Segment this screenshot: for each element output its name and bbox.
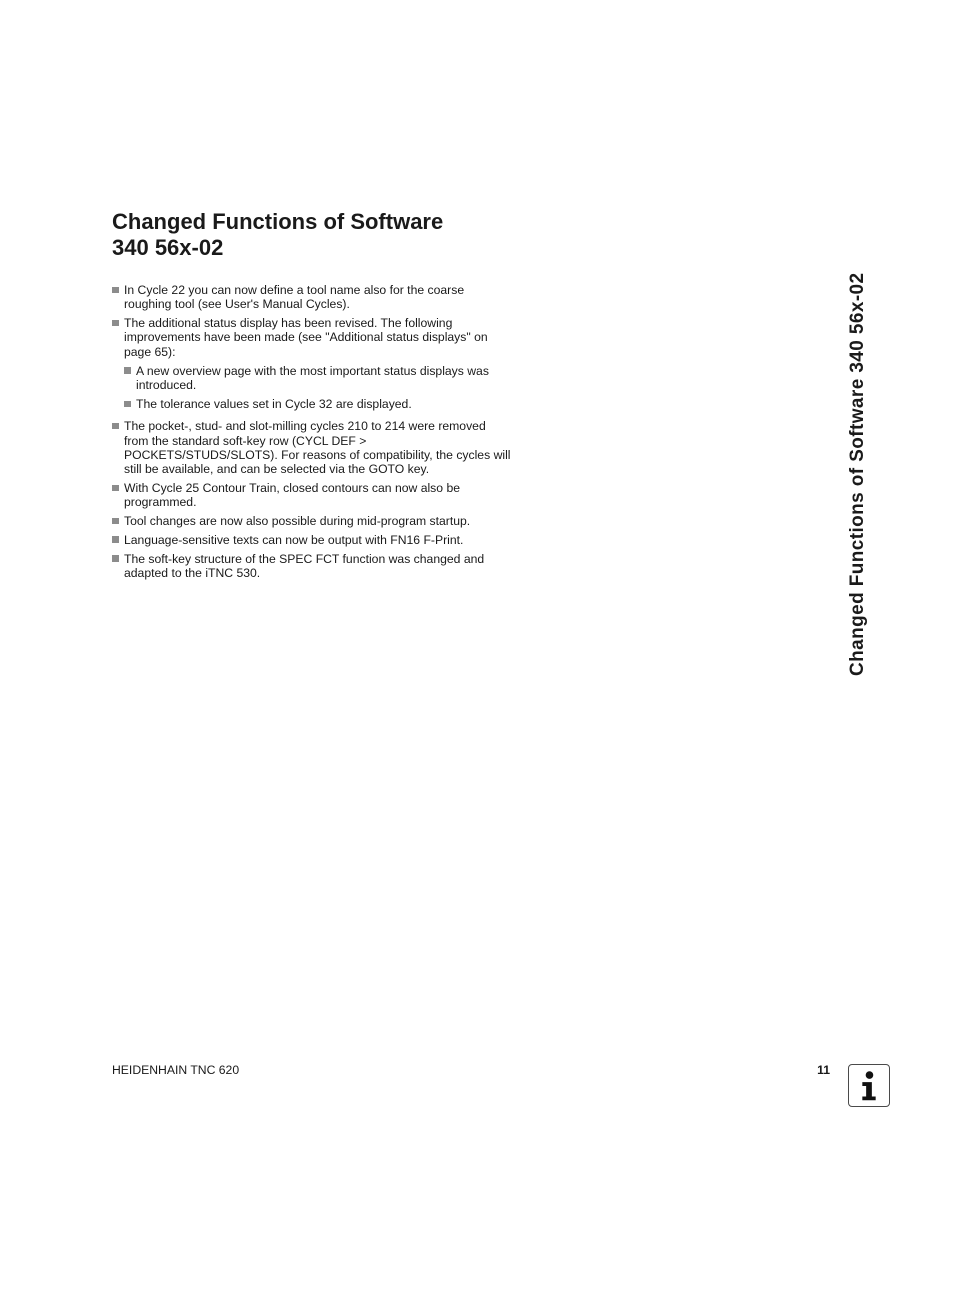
sub-list-item: The tolerance values set in Cycle 32 are displayed. [124, 397, 512, 411]
change-list [112, 283, 512, 585]
list-item-text: The additional status display has been revised. The following improvements have been made (see "Additional status displays" on page 65): [124, 316, 488, 359]
page-title-line-2: 340 56x-02 [112, 235, 224, 260]
page-title [112, 209, 532, 261]
list-item: The pocket-, stud- and slot-milling cycles 210 to 214 were removed from the standard soft-key row (CYCL DEF > POCKETS/STUDS/SLOTS). For reasons of compatibility, the cycles will still be available, and can be selected via the GOTO key. [112, 419, 512, 476]
sub-list-item: A new overview page with the most important status displays was introduced. [124, 364, 512, 393]
list-item: Tool changes are now also possible during mid-program startup. [112, 514, 512, 528]
page-title-line-1: Changed Functions of Software [112, 209, 444, 234]
info-icon-glyph [849, 1065, 889, 1106]
side-chapter-title: Changed Functions of Software 340 56x-02 [847, 272, 868, 676]
info-icon [848, 1064, 890, 1107]
list-item: In Cycle 22 you can now define a tool name also for the coarse roughing tool (see User's Manual Cycles). [112, 283, 512, 312]
list-item: The soft-key structure of the SPEC FCT function was changed and adapted to the iTNC 530. [112, 552, 512, 581]
page-number: 11 [817, 1063, 830, 1077]
list-item [112, 316, 512, 411]
sub-bullet-list [124, 364, 512, 411]
bullet-list [112, 283, 512, 580]
footer-product-name: HEIDENHAIN TNC 620 [112, 1063, 240, 1077]
list-item: Language-sensitive texts can now be output with FN16 F-Print. [112, 533, 512, 547]
list-item: With Cycle 25 Contour Train, closed contours can now also be programmed. [112, 481, 512, 510]
